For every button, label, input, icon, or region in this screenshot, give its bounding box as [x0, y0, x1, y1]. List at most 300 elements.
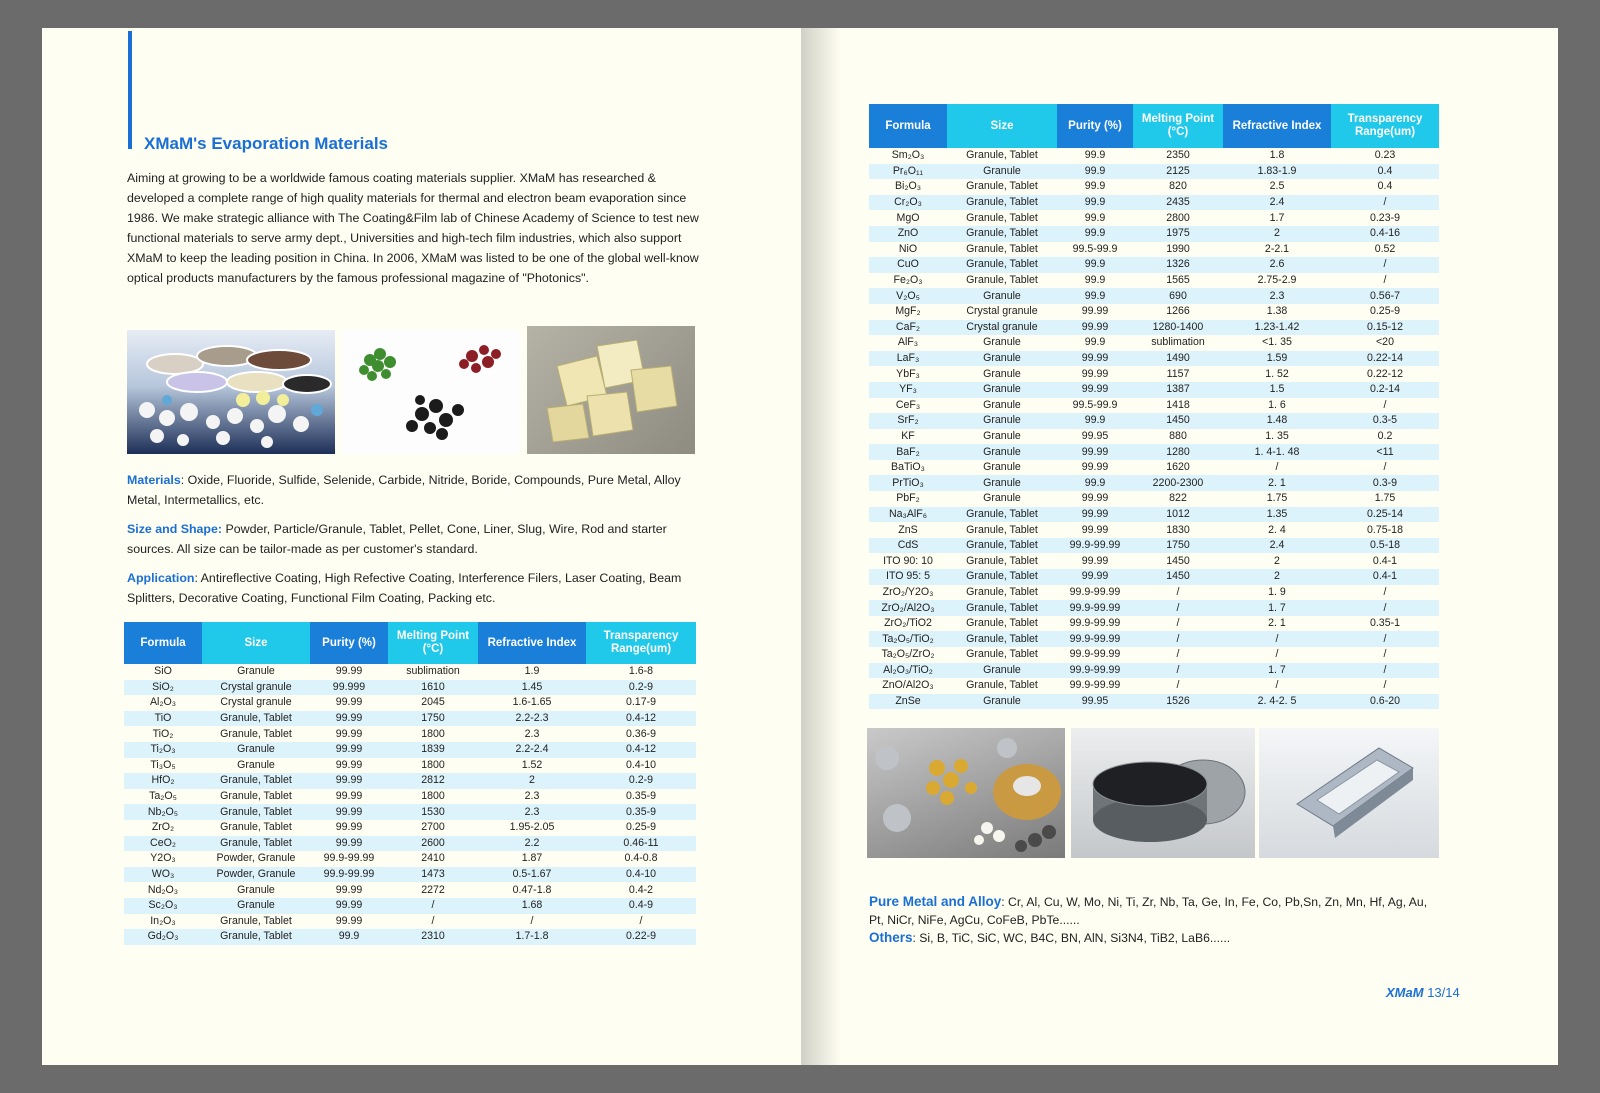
size-cell: Granule, Tablet: [947, 616, 1057, 632]
page-number: 13/14: [1427, 985, 1460, 1000]
table-row: [124, 804, 696, 820]
size-cell: Granule, Tablet: [947, 647, 1057, 663]
refractive-index-cell: 2.3: [478, 804, 586, 820]
melting-point-cell: 1800: [388, 726, 478, 742]
size-cell: Powder, Granule: [202, 867, 310, 883]
header-melting-point: Melting Point (°C): [388, 622, 478, 664]
purity-cell: 99.9-99.99: [1057, 647, 1133, 663]
melting-point-cell: 2435: [1133, 195, 1223, 211]
table-row: [869, 288, 1439, 304]
purity-cell: 99.99: [310, 898, 388, 914]
purity-cell: 99.9-99.99: [1057, 585, 1133, 601]
refractive-index-cell: /: [478, 914, 586, 930]
size-cell: Granule, Tablet: [947, 257, 1057, 273]
transparency-cell: 0.35-9: [586, 789, 696, 805]
metal-pellets-photo: [867, 728, 1065, 858]
size-cell: Granule: [947, 366, 1057, 382]
formula-cell: ZnO: [869, 226, 947, 242]
purity-cell: 99.5-99.9: [1057, 398, 1133, 414]
melting-point-cell: 1800: [388, 789, 478, 805]
size-cell: Granule, Tablet: [202, 773, 310, 789]
formula-cell: ZrO₂/Al2O₃: [869, 600, 947, 616]
refractive-index-cell: /: [1223, 678, 1331, 694]
brand-name: XMaM: [1386, 985, 1424, 1000]
boat-crucible-photo: [1259, 728, 1439, 858]
purity-cell: 99.99: [310, 820, 388, 836]
size-cell: Granule: [202, 898, 310, 914]
size-cell: Crystal granule: [202, 680, 310, 696]
table-row: [869, 366, 1439, 382]
formula-cell: Al₂O₃: [124, 695, 202, 711]
purity-cell: 99.9-99.99: [1057, 616, 1133, 632]
size-cell: Granule: [947, 491, 1057, 507]
table-row: [124, 711, 696, 727]
transparency-cell: 0.4-9: [586, 898, 696, 914]
purity-cell: 99.9-99.99: [310, 851, 388, 867]
refractive-index-cell: /: [1223, 460, 1331, 476]
transparency-cell: 0.22-12: [1331, 366, 1439, 382]
materials-table-right: [869, 104, 1439, 709]
purity-cell: 99.9-99.99: [1057, 538, 1133, 554]
left-page: [42, 28, 801, 1065]
refractive-index-cell: 1. 35: [1223, 429, 1331, 445]
size-text: Powder, Particle/Granule, Tablet, Pellet, Cone, Liner, Slug, Wire, Rod and starter sources. All size can be tailor-made as per customer's standard.: [127, 522, 667, 556]
refractive-index-cell: 1.23-1.42: [1223, 320, 1331, 336]
purity-cell: 99.99: [1057, 382, 1133, 398]
application-label: Application: [127, 571, 195, 585]
transparency-cell: <20: [1331, 335, 1439, 351]
table-row: [869, 398, 1439, 414]
purity-cell: 99.9: [1057, 148, 1133, 164]
melting-point-cell: 1975: [1133, 226, 1223, 242]
formula-cell: YF₃: [869, 382, 947, 398]
purity-cell: 99.99: [310, 804, 388, 820]
table-row: [869, 413, 1439, 429]
size-cell: Granule, Tablet: [202, 929, 310, 945]
refractive-index-cell: 1.8: [1223, 148, 1331, 164]
others-label: Others: [869, 930, 913, 945]
melting-point-cell: sublimation: [388, 664, 478, 680]
refractive-index-cell: 2. 4-2. 5: [1223, 694, 1331, 710]
purity-cell: 99.99: [1057, 569, 1133, 585]
intro-paragraph: Aiming at growing to be a worldwide famous coating materials supplier. XMaM has researched & developed a complete range of high quality materials for thermal and electron beam evaporation since 1986. We make strategic alliance with The Coating&Film lab of Chinese Academy of Science to test new functional materials to serve army dept., Universities and high-tech film industries, which also support XMaM to keep the leading position in China. In 2006, XMaM was listed to be one of the global well-know optical products manufacturers by the famous professional magazine of "Photonics".: [127, 171, 699, 285]
refractive-index-cell: 1.87: [478, 851, 586, 867]
refractive-index-cell: 1.5: [1223, 382, 1331, 398]
formula-cell: Ti₂O₃: [124, 742, 202, 758]
formula-cell: PrTiO₃: [869, 475, 947, 491]
melting-point-cell: 2410: [388, 851, 478, 867]
formula-cell: ZnS: [869, 522, 947, 538]
refractive-index-cell: 1.83-1.9: [1223, 164, 1331, 180]
table-row: [869, 164, 1439, 180]
transparency-cell: <11: [1331, 444, 1439, 460]
table-row: [869, 382, 1439, 398]
transparency-cell: 0.4-16: [1331, 226, 1439, 242]
refractive-index-cell: 2.4: [1223, 195, 1331, 211]
refractive-index-cell: 2-2.1: [1223, 242, 1331, 258]
size-cell: Granule, Tablet: [947, 569, 1057, 585]
formula-cell: WO₃: [124, 867, 202, 883]
transparency-cell: 0.4-10: [586, 758, 696, 774]
purity-cell: 99.9: [310, 929, 388, 945]
size-cell: Granule: [947, 288, 1057, 304]
melting-point-cell: 1620: [1133, 460, 1223, 476]
purity-cell: 99.9-99.99: [1057, 631, 1133, 647]
refractive-index-cell: <1. 35: [1223, 335, 1331, 351]
refractive-index-cell: 0.47-1.8: [478, 882, 586, 898]
melting-point-cell: 2350: [1133, 148, 1223, 164]
formula-cell: Sc₂O₃: [124, 898, 202, 914]
transparency-cell: 0.4-1: [1331, 569, 1439, 585]
melting-point-cell: 2700: [388, 820, 478, 836]
refractive-index-cell: 1. 4-1. 48: [1223, 444, 1331, 460]
transparency-cell: 0.52: [1331, 242, 1439, 258]
refractive-index-cell: 2.75-2.9: [1223, 273, 1331, 289]
transparency-cell: 0.4-0.8: [586, 851, 696, 867]
transparency-cell: 0.4-10: [586, 867, 696, 883]
transparency-cell: 0.35-9: [586, 804, 696, 820]
size-cell: Granule: [202, 742, 310, 758]
materials-paragraph: [127, 470, 702, 510]
formula-cell: Y2O₃: [124, 851, 202, 867]
table-row: [869, 694, 1439, 710]
refractive-index-cell: 1.75: [1223, 491, 1331, 507]
melting-point-cell: 1839: [388, 742, 478, 758]
melting-point-cell: 1418: [1133, 398, 1223, 414]
formula-cell: MgO: [869, 210, 947, 226]
melting-point-cell: 2800: [1133, 210, 1223, 226]
table-header-row: [124, 622, 696, 664]
refractive-index-cell: 2. 1: [1223, 475, 1331, 491]
size-cell: Granule, Tablet: [947, 600, 1057, 616]
refractive-index-cell: 1. 7: [1223, 663, 1331, 679]
transparency-cell: /: [1331, 257, 1439, 273]
transparency-cell: /: [1331, 195, 1439, 211]
size-cell: Powder, Granule: [202, 851, 310, 867]
purity-cell: 99.99: [310, 726, 388, 742]
melting-point-cell: 2812: [388, 773, 478, 789]
table-row: [869, 210, 1439, 226]
metals-label: Pure Metal and Alloy: [869, 894, 1002, 909]
purity-cell: 99.9-99.99: [310, 867, 388, 883]
table-row: [869, 335, 1439, 351]
purity-cell: 99.9: [1057, 475, 1133, 491]
table-row: [124, 695, 696, 711]
right-page: [801, 28, 1558, 1065]
size-cell: Crystal granule: [947, 304, 1057, 320]
transparency-cell: /: [1331, 663, 1439, 679]
size-cell: Granule, Tablet: [947, 631, 1057, 647]
refractive-index-cell: 1.95-2.05: [478, 820, 586, 836]
melting-point-cell: /: [388, 898, 478, 914]
refractive-index-cell: 2: [1223, 226, 1331, 242]
formula-cell: SiO: [124, 664, 202, 680]
refractive-index-cell: 2: [1223, 569, 1331, 585]
table-row: [869, 273, 1439, 289]
table-row: [869, 553, 1439, 569]
table-row: [869, 585, 1439, 601]
purity-cell: 99.99: [310, 711, 388, 727]
size-cell: Granule: [947, 413, 1057, 429]
title-accent-bar: [128, 31, 132, 149]
size-cell: Granule, Tablet: [947, 148, 1057, 164]
formula-cell: TiO₂: [124, 726, 202, 742]
materials-jars-photo: [127, 330, 335, 454]
table-row: [124, 882, 696, 898]
transparency-cell: 0.23-9: [1331, 210, 1439, 226]
table-row: [124, 758, 696, 774]
melting-point-cell: sublimation: [1133, 335, 1223, 351]
size-cell: Granule: [947, 398, 1057, 414]
formula-cell: Ta₂O₅/TiO₂: [869, 631, 947, 647]
refractive-index-cell: 1.7-1.8: [478, 929, 586, 945]
formula-cell: HfO₂: [124, 773, 202, 789]
formula-cell: CuO: [869, 257, 947, 273]
purity-cell: 99.9: [1057, 210, 1133, 226]
refractive-index-cell: 1. 9: [1223, 585, 1331, 601]
melting-point-cell: 1610: [388, 680, 478, 696]
others-text: : Si, B, TiC, SiC, WC, B4C, BN, AlN, Si3N4, TiB2, LaB6......: [912, 931, 1231, 945]
transparency-cell: 0.2-9: [586, 773, 696, 789]
header-refractive-index: Refractive Index: [478, 622, 586, 664]
formula-cell: ZrO₂/Y2O₃: [869, 585, 947, 601]
transparency-cell: 0.3-5: [1331, 413, 1439, 429]
purity-cell: 99.99: [1057, 522, 1133, 538]
transparency-cell: 0.6-20: [1331, 694, 1439, 710]
size-cell: Granule: [947, 429, 1057, 445]
refractive-index-cell: /: [1223, 631, 1331, 647]
refractive-index-cell: 2.5: [1223, 179, 1331, 195]
purity-cell: 99.99: [1057, 444, 1133, 460]
page-title: XMaM's Evaporation Materials: [144, 134, 389, 153]
table-row: [124, 664, 696, 680]
transparency-cell: /: [1331, 631, 1439, 647]
refractive-index-cell: 1.6-1.65: [478, 695, 586, 711]
formula-cell: TiO: [124, 711, 202, 727]
size-cell: Granule: [947, 475, 1057, 491]
purity-cell: 99.9: [1057, 164, 1133, 180]
formula-cell: Fe₂O₃: [869, 273, 947, 289]
size-cell: Granule, Tablet: [947, 538, 1057, 554]
melting-point-cell: 1450: [1133, 413, 1223, 429]
melting-point-cell: 1450: [1133, 569, 1223, 585]
purity-cell: 99.99: [310, 695, 388, 711]
transparency-cell: 0.22-14: [1331, 351, 1439, 367]
table-row: [124, 820, 696, 836]
size-cell: Granule, Tablet: [202, 820, 310, 836]
melting-point-cell: 1750: [388, 711, 478, 727]
melting-point-cell: 1280: [1133, 444, 1223, 460]
formula-cell: AlF₃: [869, 335, 947, 351]
table-row: [869, 257, 1439, 273]
table-row: [869, 320, 1439, 336]
size-cell: Granule: [947, 335, 1057, 351]
melting-point-cell: /: [1133, 631, 1223, 647]
purity-cell: 99.9: [1057, 288, 1133, 304]
melting-point-cell: 1990: [1133, 242, 1223, 258]
table-row: [869, 242, 1439, 258]
formula-cell: Al₂O₃/TiO₂: [869, 663, 947, 679]
melting-point-cell: /: [1133, 663, 1223, 679]
refractive-index-cell: /: [1223, 647, 1331, 663]
size-cell: Granule, Tablet: [947, 585, 1057, 601]
formula-cell: Na₃AlF₆: [869, 507, 947, 523]
table-row: [869, 491, 1439, 507]
formula-cell: V₂O₅: [869, 288, 947, 304]
transparency-cell: /: [1331, 460, 1439, 476]
header-refractive-index: Refractive Index: [1223, 104, 1331, 148]
size-cell: Granule, Tablet: [947, 522, 1057, 538]
melting-point-cell: 1490: [1133, 351, 1223, 367]
melting-point-cell: 1012: [1133, 507, 1223, 523]
formula-cell: CeO₂: [124, 836, 202, 852]
purity-cell: 99.9: [1057, 257, 1133, 273]
formula-cell: NiO: [869, 242, 947, 258]
purity-cell: 99.95: [1057, 429, 1133, 445]
size-cell: Granule: [202, 758, 310, 774]
purity-cell: 99.99: [1057, 507, 1133, 523]
purity-cell: 99.99: [1057, 320, 1133, 336]
size-cell: Granule, Tablet: [947, 226, 1057, 242]
refractive-index-cell: 2.2-2.3: [478, 711, 586, 727]
purity-cell: 99.99: [310, 882, 388, 898]
transparency-cell: 0.4-1: [1331, 553, 1439, 569]
melting-point-cell: 1387: [1133, 382, 1223, 398]
header-purity: Purity (%): [310, 622, 388, 664]
transparency-cell: 0.46-11: [586, 836, 696, 852]
size-cell: Granule, Tablet: [947, 195, 1057, 211]
table-row: [869, 616, 1439, 632]
table-row: [124, 914, 696, 930]
melting-point-cell: 1157: [1133, 366, 1223, 382]
table-row: [124, 898, 696, 914]
transparency-cell: 0.2: [1331, 429, 1439, 445]
refractive-index-cell: 1.7: [1223, 210, 1331, 226]
table-row: [124, 836, 696, 852]
formula-cell: CeF₃: [869, 398, 947, 414]
size-cell: Granule, Tablet: [947, 210, 1057, 226]
formula-cell: ITO 95: 5: [869, 569, 947, 585]
purity-cell: 99.95: [1057, 694, 1133, 710]
purity-cell: 99.99: [310, 664, 388, 680]
melting-point-cell: 2310: [388, 929, 478, 945]
transparency-cell: 0.4-12: [586, 742, 696, 758]
melting-point-cell: /: [1133, 616, 1223, 632]
transparency-cell: 0.4-2: [586, 882, 696, 898]
formula-cell: SrF₂: [869, 413, 947, 429]
transparency-cell: /: [1331, 600, 1439, 616]
transparency-cell: 0.22-9: [586, 929, 696, 945]
purity-cell: 99.99: [310, 836, 388, 852]
table-row: [869, 475, 1439, 491]
application-text: : Antireflective Coating, High Refective Coating, Interference Filers, Laser Coating, Beam Splitters, Decorative Coating, Functional Film Coating, Packing etc.: [127, 571, 682, 605]
table-row: [869, 179, 1439, 195]
table-row: [124, 773, 696, 789]
table-row: [124, 851, 696, 867]
transparency-cell: 0.35-1: [1331, 616, 1439, 632]
size-cell: Granule, Tablet: [202, 836, 310, 852]
refractive-index-cell: 2: [478, 773, 586, 789]
header-size: Size: [202, 622, 310, 664]
purity-cell: 99.99: [310, 773, 388, 789]
purity-cell: 99.99: [310, 758, 388, 774]
header-size: Size: [947, 104, 1057, 148]
transparency-cell: 0.2-14: [1331, 382, 1439, 398]
size-cell: Granule, Tablet: [947, 242, 1057, 258]
page-footer: [1386, 985, 1460, 1000]
transparency-cell: 0.4-12: [586, 711, 696, 727]
table-row: [124, 726, 696, 742]
melting-point-cell: 1565: [1133, 273, 1223, 289]
refractive-index-cell: 1.52: [478, 758, 586, 774]
refractive-index-cell: 2.4: [1223, 538, 1331, 554]
transparency-cell: 0.25-14: [1331, 507, 1439, 523]
refractive-index-cell: 2. 4: [1223, 522, 1331, 538]
colored-granules-photo: [342, 330, 520, 454]
size-cell: Granule: [947, 663, 1057, 679]
formula-cell: PbF₂: [869, 491, 947, 507]
purity-cell: 99.9: [1057, 335, 1133, 351]
purity-cell: 99.99: [1057, 304, 1133, 320]
crystal-cubes-photo: [527, 326, 695, 454]
melting-point-cell: 1450: [1133, 553, 1223, 569]
materials-table-left: [124, 622, 696, 945]
formula-cell: Ti₃O₅: [124, 758, 202, 774]
materials-label: Materials: [127, 473, 181, 487]
transparency-cell: /: [1331, 273, 1439, 289]
refractive-index-cell: 2.3: [478, 726, 586, 742]
transparency-cell: 0.4: [1331, 179, 1439, 195]
table-row: [869, 522, 1439, 538]
refractive-index-cell: 2.3: [478, 789, 586, 805]
melting-point-cell: 1530: [388, 804, 478, 820]
formula-cell: In₂O₃: [124, 914, 202, 930]
formula-cell: Bi₂O₃: [869, 179, 947, 195]
size-cell: Granule: [947, 444, 1057, 460]
transparency-cell: 0.36-9: [586, 726, 696, 742]
refractive-index-cell: 2.6: [1223, 257, 1331, 273]
size-cell: Granule: [947, 382, 1057, 398]
melting-point-cell: 2200-2300: [1133, 475, 1223, 491]
transparency-cell: /: [1331, 585, 1439, 601]
transparency-cell: 0.2-9: [586, 680, 696, 696]
melting-point-cell: 2272: [388, 882, 478, 898]
refractive-index-cell: 1.38: [1223, 304, 1331, 320]
formula-cell: BaTiO₃: [869, 460, 947, 476]
refractive-index-cell: 1.35: [1223, 507, 1331, 523]
size-label: Size and Shape:: [127, 522, 223, 536]
melting-point-cell: 1830: [1133, 522, 1223, 538]
formula-cell: ZnSe: [869, 694, 947, 710]
purity-cell: 99.9: [1057, 179, 1133, 195]
transparency-cell: /: [1331, 398, 1439, 414]
transparency-cell: 0.15-12: [1331, 320, 1439, 336]
formula-cell: Sm₂O₃: [869, 148, 947, 164]
materials-text: : Oxide, Fluoride, Sulfide, Selenide, Carbide, Nitride, Boride, Compounds, Pure Metal, Alloy Metal, Intermetallics, etc.: [127, 473, 681, 507]
table-row: [124, 680, 696, 696]
size-cell: Granule: [202, 882, 310, 898]
formula-cell: ZrO₂: [124, 820, 202, 836]
table-row: [869, 647, 1439, 663]
transparency-cell: 0.4: [1331, 164, 1439, 180]
table-header-row: [869, 104, 1439, 148]
refractive-index-cell: 1.59: [1223, 351, 1331, 367]
formula-cell: BaF₂: [869, 444, 947, 460]
purity-cell: 99.9: [1057, 195, 1133, 211]
table-row: [124, 929, 696, 945]
size-cell: Granule, Tablet: [202, 726, 310, 742]
size-cell: Crystal granule: [202, 695, 310, 711]
